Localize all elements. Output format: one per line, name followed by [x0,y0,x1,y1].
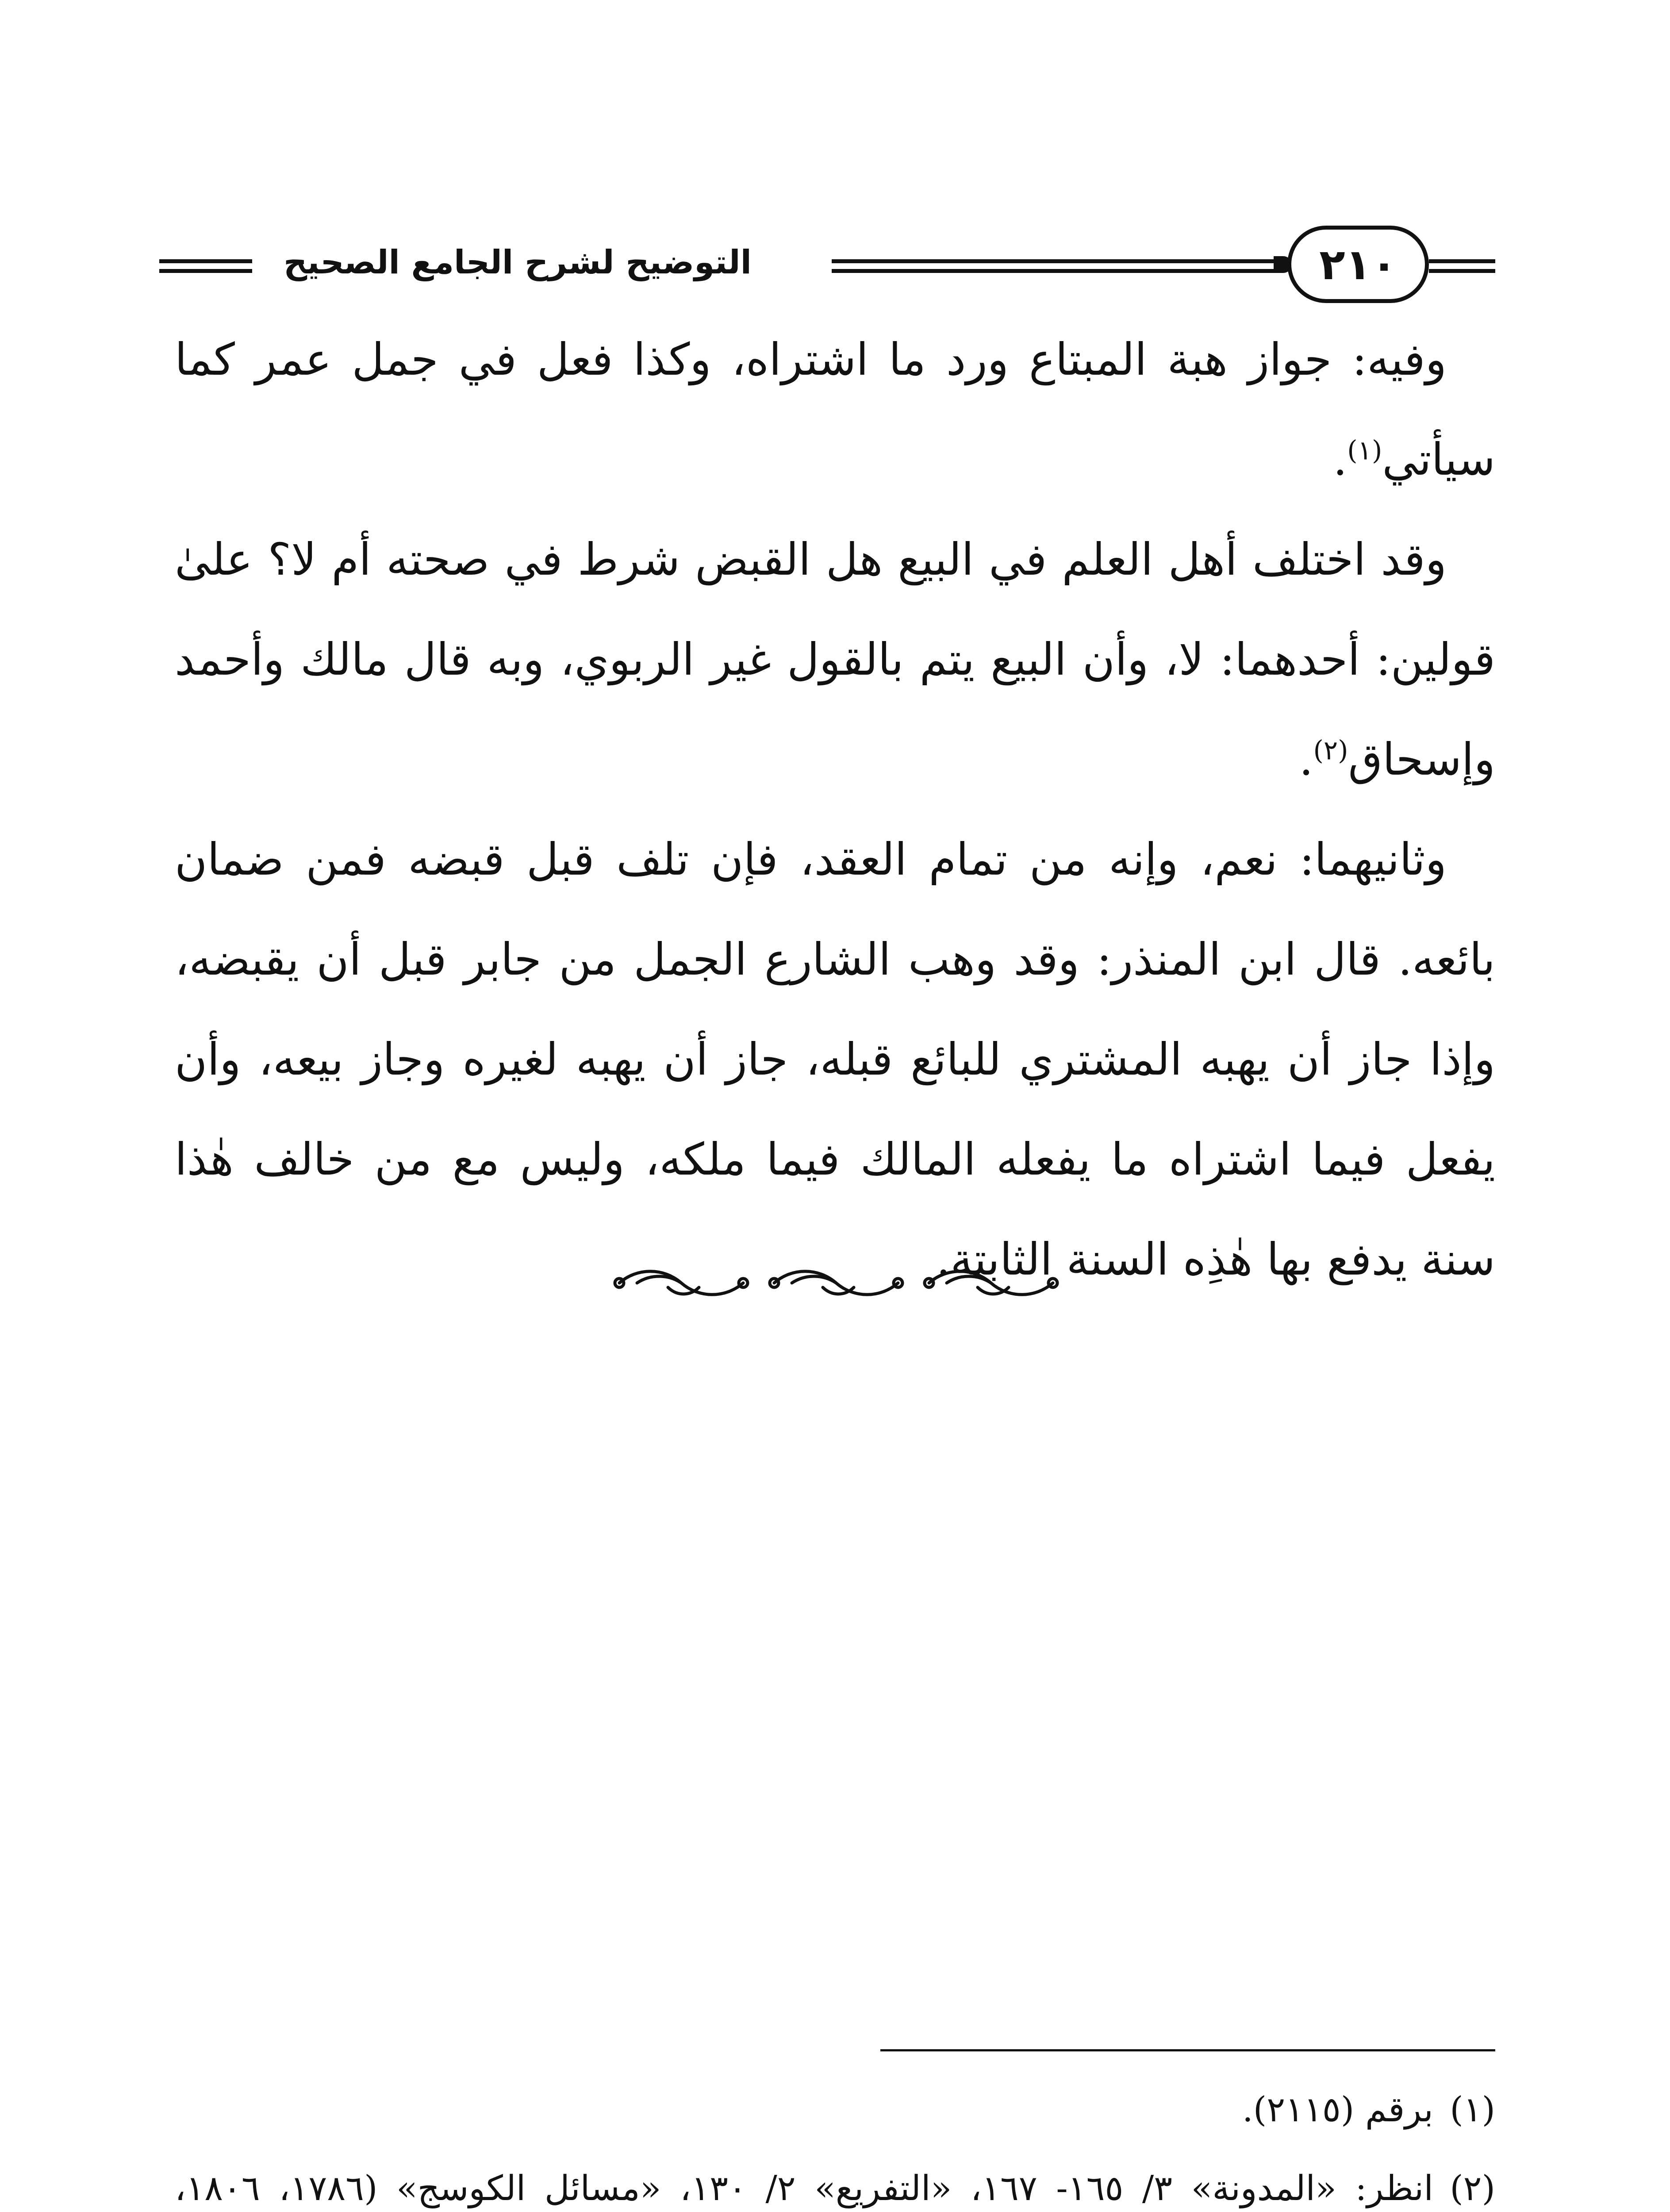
paragraph-text: وفيه: جواز هبة المبتاع ورد ما اشتراه، وكذا فعل في جمل عمر كما سيأتي [175,334,1495,485]
footnote [175,2149,1495,2212]
footnote-number: (١) [1450,2090,1495,2130]
ornament-divider-icon [610,1263,1062,1303]
header-rule-left [159,259,252,279]
footnote-text: برقم (٢١١٥). [1242,2090,1433,2130]
paragraph-text: وثانيهما: نعم، وإنه من تمام العقد، فإن تلف قبل قبضه فمن ضمان بائعه. قال ابن المنذر: وقد وهب الشارع الجمل من جابر قبل أن يقبضه، وإذا جاز أن يهبه المشتري للبائع قبله، جاز أن يهبه لغيره وجاز بيعه، وأن يفعل فيما اشتراه ما يفعله المالك فيما ملكه، وليس مع من خالف هٰذا سنة يدفع بها هٰذِه السنة الثابتة. [175,833,1495,1285]
header-rule-middle [832,259,1283,279]
paragraph [175,310,1495,510]
running-title: التوضيح لشرح الجامع الصحيح [283,243,752,281]
paragraph-end: . [1333,434,1348,485]
footnote-marker: (٢) [1313,735,1348,766]
paragraph [175,810,1495,1310]
page-header [159,221,1495,310]
paragraph [175,510,1495,810]
paragraph-text: وقد اختلف أهل العلم في البيع هل القبض شرط في صحته أم لا؟ علىٰ قولين: أحدهما: لا، وأن البيع يتم بالقول غير الربوي، وبه قال مالك وأحمد وإسحاق [175,534,1495,785]
footnote [175,2070,1495,2149]
footnote-marker: (١) [1347,435,1382,466]
footnote-text: انظر: «المدونة» ٣/ ١٦٥- ١٦٧، «التفريع» ٢/ ١٣٠، «مسائل الكوسج» (١٧٨٦، ١٨٠٦، [175,2169,1434,2208]
header-rule-right [1429,259,1495,279]
footnote-number: (٢) [1450,2169,1495,2208]
footnotes [175,2070,1495,2212]
paragraph-end: . [1299,733,1313,785]
page-number: ٢١٠ [1287,226,1429,303]
footnote-separator [880,2049,1495,2051]
main-text [175,310,1495,1310]
